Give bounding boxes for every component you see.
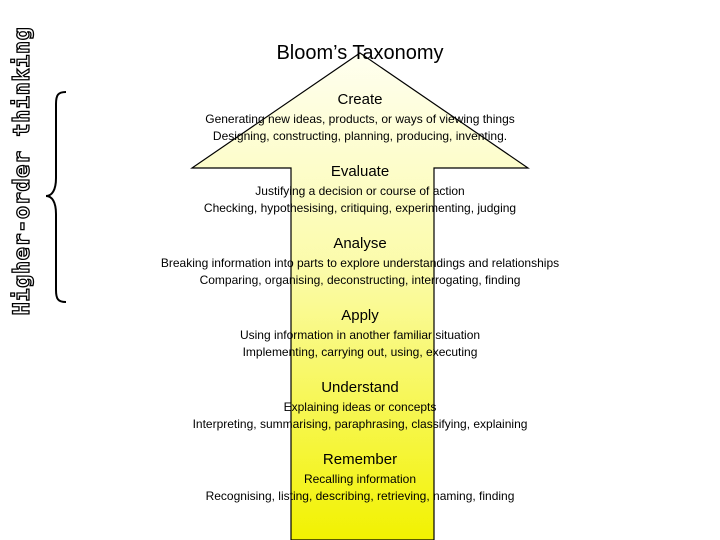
level-examples: Recognising, listing, describing, retrieving, naming, finding (205, 489, 515, 503)
higher-order-thinking-label: Higher-order thinking (10, 26, 35, 316)
level-description: Justifying a decision or course of action (255, 184, 465, 198)
level-evaluate (60, 162, 660, 217)
level-description: Breaking information into parts to explore understandings and relationships (160, 256, 560, 270)
level-name: Remember (322, 451, 398, 468)
level-examples: Comparing, organising, deconstructing, interrogating, finding (199, 273, 521, 287)
level-description: Generating new ideas, products, or ways of viewing things (205, 112, 515, 126)
level-name: Apply (341, 307, 379, 324)
level-name: Create (337, 91, 383, 108)
level-examples: Designing, constructing, planning, producing, inventing. (212, 129, 508, 143)
level-description: Recalling information (303, 472, 417, 486)
level-name: Evaluate (330, 163, 390, 180)
level-examples: Interpreting, summarising, paraphrasing, classifying, explaining (192, 417, 528, 431)
level-create (60, 90, 660, 145)
level-remember (60, 450, 660, 505)
level-analyse (60, 234, 660, 289)
diagram-title: Bloom’s Taxonomy (276, 42, 444, 64)
level-description: Using information in another familiar situation (239, 328, 481, 342)
level-examples: Checking, hypothesising, critiquing, experimenting, judging (203, 201, 517, 215)
level-name: Analyse (333, 235, 387, 252)
level-examples: Implementing, carrying out, using, executing (242, 345, 478, 359)
level-understand (60, 378, 660, 433)
level-name: Understand (321, 379, 399, 396)
level-apply (60, 306, 660, 361)
level-description: Explaining ideas or concepts (283, 400, 437, 414)
